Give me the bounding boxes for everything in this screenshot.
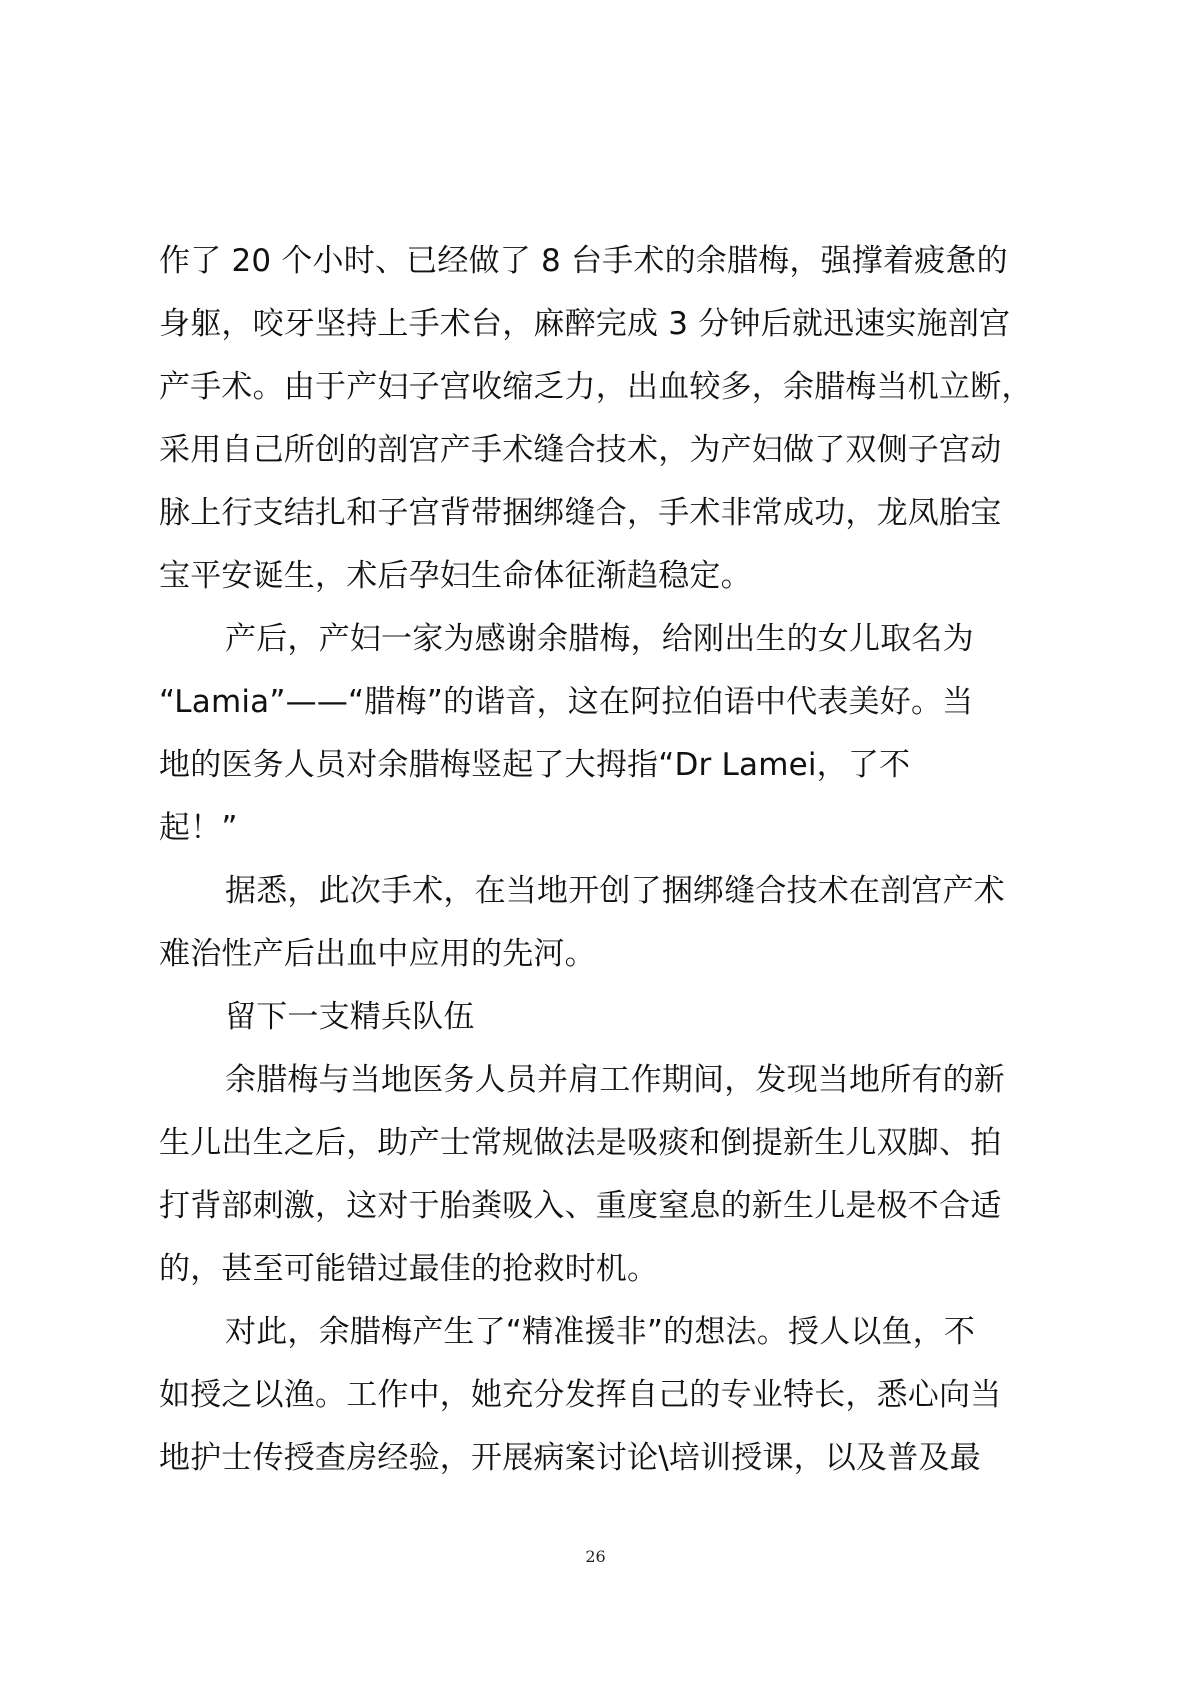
text-line: 如授之以渔。工作中，她充分发挥自己的专业特长，悉心向当 — [159, 1377, 1002, 1413]
text-line: 作了 20 个小时、已经做了 8 台手术的余腊梅，强撑着疲惫的 — [159, 243, 1008, 279]
text-line: 产后，产妇一家为感谢余腊梅，给刚出生的女儿取名为 — [225, 621, 974, 657]
text-line: 余腊梅与当地医务人员并肩工作期间，发现当地所有的新 — [225, 1062, 1005, 1098]
text-line: 采用自己所创的剖宫产手术缝合技术，为产妇做了双侧子宫动 — [159, 432, 1002, 468]
body-text — [159, 230, 1049, 1490]
text-line: 身躯，咬牙坚持上手术台，麻醉完成 3 分钟后就迅速实施剖宫 — [159, 306, 1011, 342]
text-line: 难治性产后出血中应用的先河。 — [159, 936, 596, 972]
text-line: 宝平安诞生，术后孕妇生命体征渐趋稳定。 — [159, 558, 752, 594]
text-line: 生儿出生之后，助产士常规做法是吸痰和倒提新生儿双脚、拍 — [159, 1125, 1002, 1161]
text-line: 的，甚至可能错过最佳的抢救时机。 — [159, 1251, 659, 1287]
text-line: 留下一支精兵队伍 — [225, 999, 475, 1035]
text-line: “Lamia”——“腊梅”的谐音，这在阿拉伯语中代表美好。当 — [159, 684, 974, 720]
text-line: 地护士传授查房经验，开展病案讨论\培训授课，以及普及最 — [159, 1440, 981, 1476]
text-line: 对此，余腊梅产生了“精准援非”的想法。授人以鱼，不 — [225, 1314, 976, 1350]
text-line: 产手术。由于产妇子宫收缩乏力，出血较多，余腊梅当机立断， — [159, 369, 1033, 405]
text-line: 脉上行支结扎和子宫背带捆绑缝合，手术非常成功，龙凤胎宝 — [159, 495, 1002, 531]
text-line: 起！” — [159, 810, 238, 846]
text-line: 打背部刺激，这对于胎粪吸入、重度窒息的新生儿是极不合适 — [159, 1188, 1002, 1224]
page-number: 26 — [585, 1547, 606, 1566]
text-line: 地的医务人员对余腊梅竖起了大拇指“Dr Lamei，了不 — [159, 747, 911, 783]
text-line: 据悉，此次手术，在当地开创了捆绑缝合技术在剖宫产术 — [225, 873, 1005, 909]
